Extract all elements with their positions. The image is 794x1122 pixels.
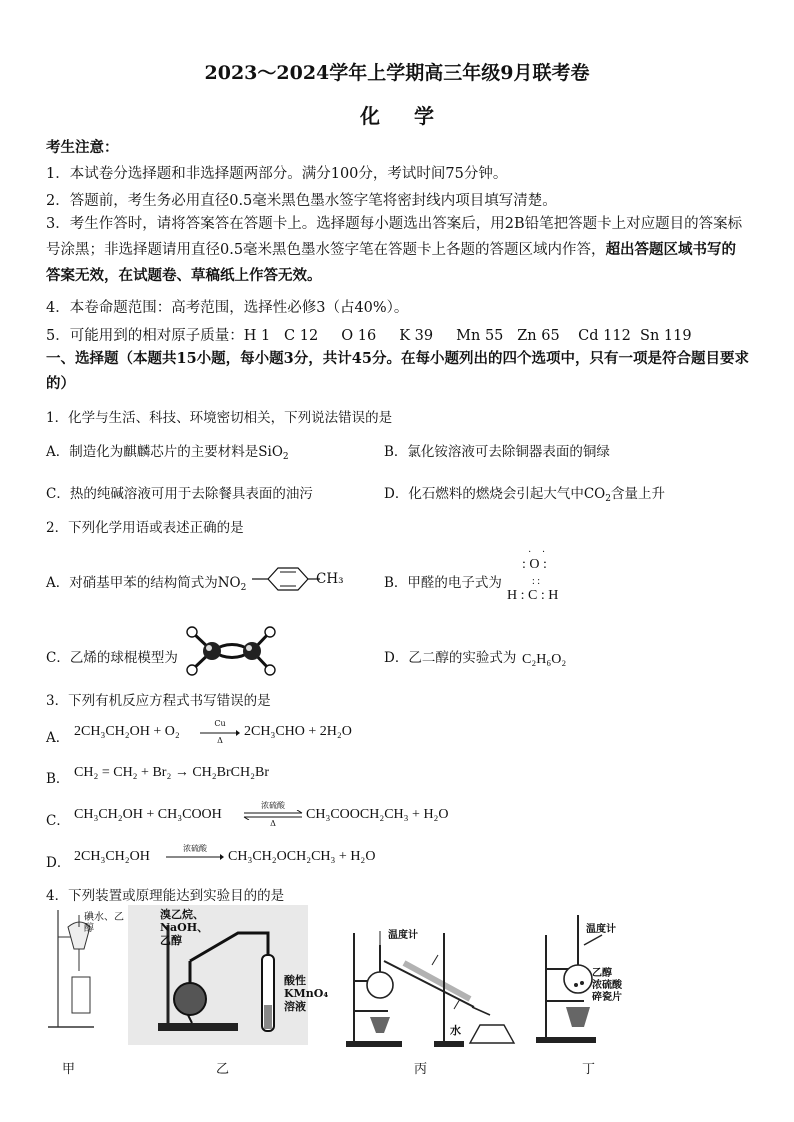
notice-item-5: 5．可能用到的相对原子质量：H 1 C 12 O 16 K 39 Mn 55 Zn 65 Cd 112 Sn 119: [46, 328, 692, 344]
notice-item-1: 1．本试卷分选择题和非选择题两部分。满分100分，考试时间75分钟。: [46, 166, 508, 182]
ding-label-2: 浓硫酸: [592, 980, 622, 991]
section-heading: 一、选择题（本题共15小题，每小题3分，共计45分。在每小题列出的四个选项中，只有一项是符合题目要求的）: [46, 350, 749, 392]
bing-water-label: 水: [450, 1024, 461, 1037]
q3-a-cond-top: Cu: [214, 719, 226, 728]
q3-a-label: A．: [46, 730, 70, 746]
q2-option-b: B．甲醛的电子式为: [384, 575, 502, 591]
notice-item-3-bold: 超出答题区域书写的答案无效，在试题卷、草稿纸上作答无效。: [46, 241, 737, 284]
q1-a-text: A．制造化为麒麟芯片的主要材料是SiO: [46, 444, 283, 460]
bond-dots: : :: [532, 576, 541, 587]
formaldehyde-hch: H : C : H: [507, 588, 559, 603]
q3-d-right: CH₃CH₂OCH₂CH₃ + H₂O: [228, 849, 376, 864]
h-atom-right: H: [548, 588, 559, 603]
q1-a-sub: 2: [282, 452, 289, 462]
q1-d-sub: 2: [605, 494, 611, 504]
h-atom-left: H: [507, 588, 518, 603]
q1-option-d: [384, 482, 665, 504]
notice-item-3: [46, 212, 750, 289]
q3-c-label: C．: [46, 813, 70, 829]
yi-reagent-label: [160, 908, 208, 947]
c-atom: C: [528, 588, 538, 603]
q3-c-left: CH₃CH₂OH + CH₃COOH: [74, 807, 222, 822]
q3-d-cond-top: 浓硫酸: [183, 844, 207, 853]
caption-yi: 乙: [216, 1062, 230, 1077]
q3-a-right: 2CH₃CHO + 2H₂O: [244, 724, 352, 739]
q4-stem: 4．下列装置或原理能达到实验目的的是: [46, 888, 285, 904]
q1-option-b: B．氯化铵溶液可去除铜器表面的铜绿: [384, 444, 610, 460]
q3-b-label: B．: [46, 771, 70, 787]
q3-a-left: 2CH₃CH₂OH + O₂: [74, 724, 180, 739]
q2-d-formula: C₂H₆O₂: [522, 652, 567, 667]
yi-label-2: NaOH、: [160, 921, 209, 934]
notice-item-2: 2．答题前，考生务必用直径0.5毫米黑色墨水签字笔将密封线内项目填写清楚。: [46, 193, 557, 209]
ding-reagent-label: [592, 968, 622, 1004]
lone-pair-top: · ·: [528, 547, 550, 558]
bing-thermometer-label: 温度计: [388, 930, 418, 941]
q3-d-left: 2CH₃CH₂OH: [74, 849, 150, 864]
ding-label-1: 乙醇: [592, 968, 612, 979]
q1-option-c: C．热的纯碱溶液可用于去除餐具表面的油污: [46, 486, 313, 502]
ding-thermometer-label: 温度计: [586, 924, 616, 935]
ding-label-3: 碎瓷片: [592, 992, 622, 1003]
caption-jia: 甲: [62, 1062, 76, 1077]
notice-heading: 考生注意：: [46, 139, 119, 156]
q2-option-c: C．乙烯的球棍模型为: [46, 650, 178, 666]
q2-a-text: A．对硝基甲苯的结构简式为NO: [46, 575, 241, 591]
ethylene-ball-stick-icon: [182, 624, 282, 678]
yi-right-1: 酸性: [284, 974, 306, 987]
subject-title: 化学: [360, 104, 468, 128]
jia-label: 碘水、乙醇: [84, 912, 124, 934]
o-atom: O: [529, 557, 540, 572]
q3-d-label: D．: [46, 855, 71, 871]
q1-d-tail: 含量上升: [610, 486, 665, 502]
caption-ding: 丁: [582, 1062, 596, 1077]
notice-item-3-text: 3．考生作答时，请将答案答在答题卡上。选择题每小题选出答案后，用2B铅笔把答题卡上对应题目的答案标号涂黑；非选择题请用直径0.5毫米黑色墨水签字笔在答题卡上各题的答题区域内作答，: [46, 216, 743, 258]
q3-d-arrow-icon: [166, 853, 224, 861]
q2-option-a: [46, 571, 246, 593]
q3-b-eq: CH₂ = CH₂ + Br₂ → CH₂BrCH₂Br: [74, 765, 269, 780]
notice-item-4: 4．本卷命题范围：高考范围，选择性必修3（占40%）。: [46, 300, 409, 316]
yi-right-2: KMnO₄: [284, 987, 329, 1000]
q1-stem: 1．化学与生活、科技、环境密切相关，下列说法错误的是: [46, 410, 393, 426]
q1-d-text: D．化石燃料的燃烧会引起大气中CO: [384, 486, 606, 502]
q2-option-d: D．乙二醇的实验式为: [384, 650, 517, 666]
q3-stem: 3．下列有机反应方程式书写错误的是: [46, 693, 271, 709]
q2-a-sub: 2: [240, 583, 247, 593]
yi-label-3: 乙醇: [160, 934, 182, 947]
caption-bing: 丙: [414, 1062, 428, 1077]
q3-a-cond-bottom: Δ: [217, 736, 223, 745]
q3-c-cond-top: 浓硫酸: [261, 801, 285, 810]
yi-kmno4-label: [284, 974, 328, 1013]
q1-option-a: [46, 440, 289, 462]
q2-a-ch3: CH₃: [316, 571, 344, 587]
yi-label-1: 溴乙烷、: [160, 908, 204, 921]
yi-right-3: 溶液: [284, 1000, 306, 1013]
formaldehyde-o: : O :: [522, 557, 547, 572]
apparatus-bing-icon: [344, 925, 534, 1050]
q3-c-right: CH₃COOCH₂CH₃ + H₂O: [306, 807, 449, 822]
apparatus-yi-icon: [128, 905, 308, 1045]
q3-c-cond-bottom: Δ: [270, 819, 276, 828]
q2-stem: 2．下列化学用语或表述正确的是: [46, 520, 244, 536]
exam-title: 2023～2024学年上学期高三年级9月联考卷: [204, 62, 590, 84]
